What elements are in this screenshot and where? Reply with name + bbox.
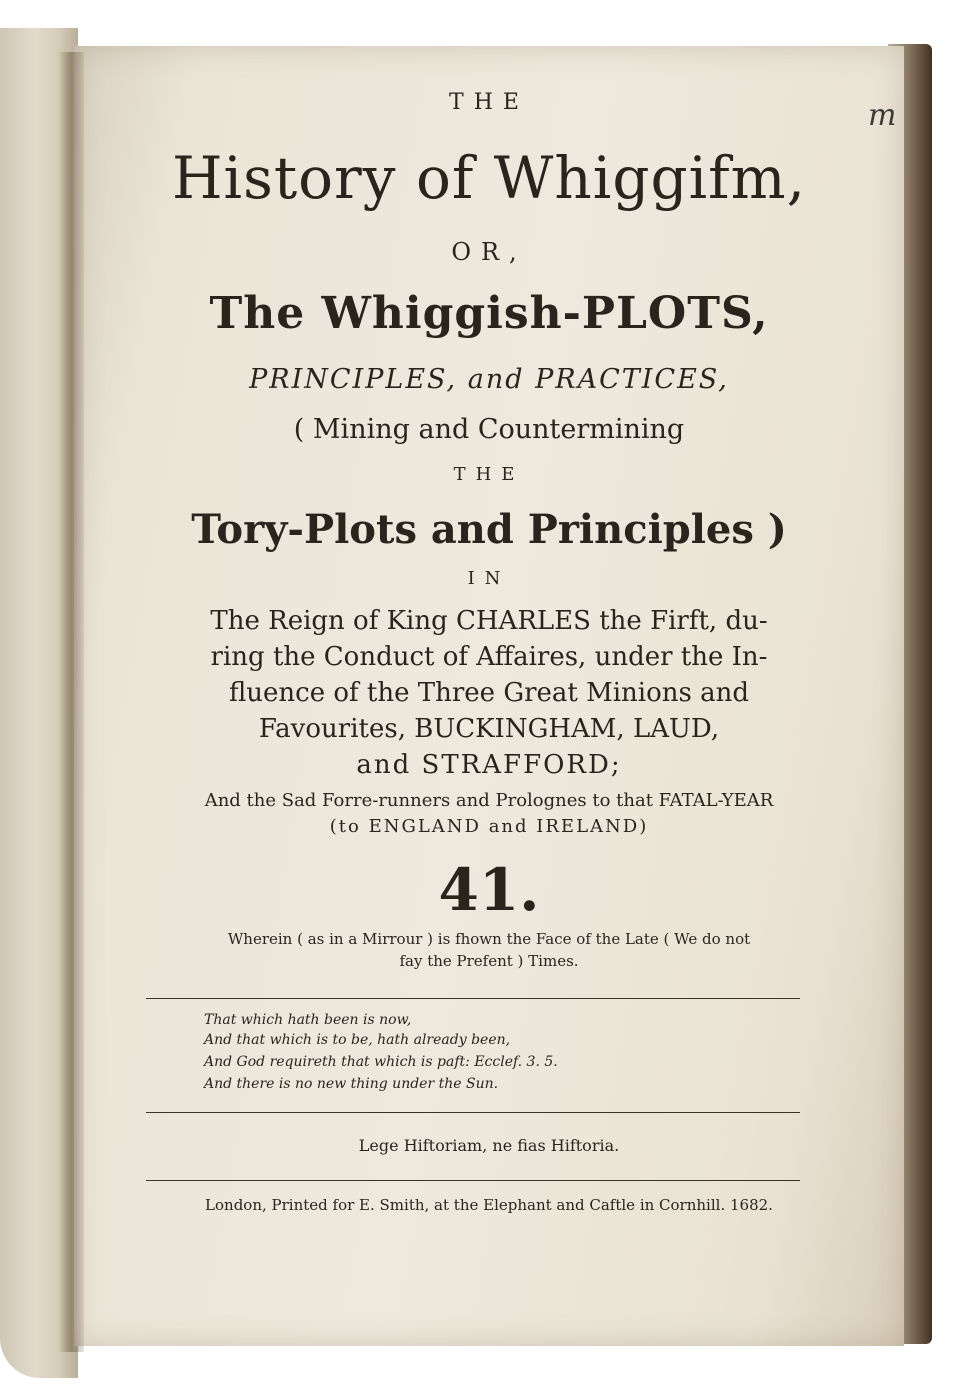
reign-line-5: and STRAFFORD; bbox=[356, 750, 622, 780]
rule-top bbox=[146, 998, 800, 999]
reign-line-2: ring the Conduct of Affaires, under the In- bbox=[210, 642, 768, 672]
the-heading: THE bbox=[449, 90, 529, 115]
reign-line-3: fluence of the Three Great Minions and bbox=[228, 678, 750, 708]
sad-line-2: (to ENGLAND and IRELAND) bbox=[329, 816, 649, 837]
pencil-mark: m bbox=[868, 98, 897, 133]
blackletter-title: The Whiggish-PLOTS, bbox=[209, 288, 769, 339]
gutter-shadow bbox=[58, 52, 84, 1352]
rule-bottom bbox=[146, 1180, 800, 1181]
quote-line-1: That which hath been is now, bbox=[204, 1012, 412, 1028]
reign-line-4: Favourites, BUCKINGHAM, LAUD, bbox=[258, 714, 720, 744]
title-page bbox=[74, 46, 904, 1346]
reign-line-1: The Reign of King CHARLES the Firft, du- bbox=[210, 606, 768, 636]
year-41: 41. bbox=[438, 856, 540, 924]
mining-line: ( Mining and Countermining bbox=[293, 414, 685, 445]
in-line: IN bbox=[467, 568, 511, 589]
sad-line-1: And the Sad Forre-runners and Prolognes to that FATAL-YEAR bbox=[204, 790, 774, 811]
motto: Lege Hiftoriam, ne fias Hiftoria. bbox=[358, 1136, 620, 1155]
wherein-line-2: fay the Prefent ) Times. bbox=[399, 952, 579, 970]
or-line: OR, bbox=[451, 238, 527, 266]
quote-line-2: And that which is to be, hath already been, bbox=[204, 1032, 511, 1048]
quote-line-3: And God requireth that which is paft: Ecclef. 3. 5. bbox=[204, 1054, 558, 1070]
tory-plots-line: Tory-Plots and Principles ) bbox=[191, 506, 787, 553]
imprint: London, Printed for E. Smith, at the Elephant and Caftle in Cornhill. 1682. bbox=[205, 1196, 773, 1214]
the-heading-2: THE bbox=[453, 464, 525, 485]
main-title: History of Whiggifm, bbox=[171, 144, 807, 212]
wherein-line-1: Wherein ( as in a Mirrour ) is fhown the Face of the Late ( We do not bbox=[227, 930, 751, 948]
principles-line: PRINCIPLES, and PRACTICES, bbox=[249, 364, 729, 395]
quote-line-4: And there is no new thing under the Sun. bbox=[204, 1076, 499, 1092]
rule-middle bbox=[146, 1112, 800, 1113]
